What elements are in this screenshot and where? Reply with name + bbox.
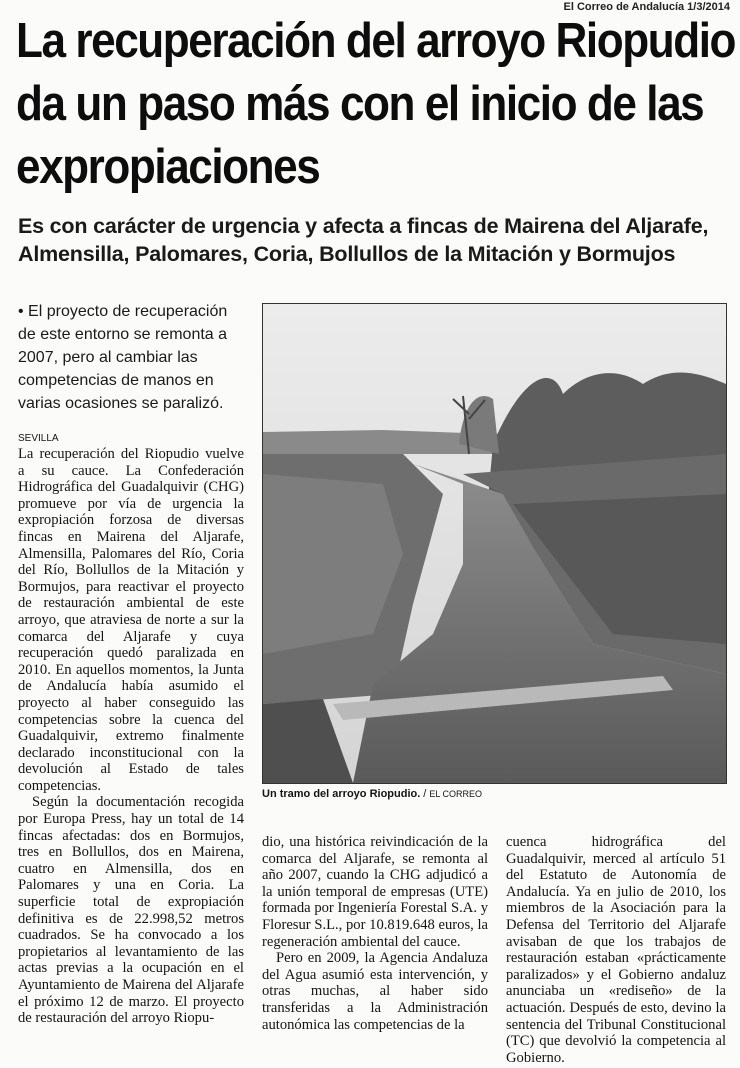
article-column-1: [18, 300, 244, 1027]
river-photo: [262, 303, 727, 784]
dateline: SEVILLA: [18, 433, 59, 444]
photo-caption: [262, 787, 725, 801]
publication-source: El Correo de Andalucía 1/3/2014: [563, 1, 730, 13]
article-paragraph: dio, una histórica reivindicación de la comarca del Aljarafe, se remonta al año 2007, cuando la CHG adjudicó a la unión temporal de empresas (UTE) formada por Ingeniería Forestal S.A. y Floresur S.L., por 10.819.648 euros, la regeneración ambiental del cauce.: [262, 834, 488, 950]
article-paragraph: Pero en 2009, la Agencia Andaluza del Agua asumió esta intervención, y otras muchas, al haber sido transferidas a la Administración autonómica las competencias de la: [262, 950, 488, 1033]
caption-text: Un tramo del arroyo Riopudio.: [262, 788, 421, 800]
caption-separator: /: [423, 788, 427, 800]
pull-quote: • El proyecto de recuperación de este entorno se remonta a 2007, pero al cambiar las competencias de manos en varias ocasiones se paralizó.: [18, 303, 228, 412]
article-column-3: [506, 834, 726, 1066]
photo-illustration: [263, 304, 726, 783]
article-paragraph: Según la documentación recogida por Europa Press, hay un total de 14 fincas afectadas: dos en Bormujos, tres en Bollullos, dos en Mairena, cuatro en Almensilla, dos en Palomares y una en Coria. La superficie total de expropiación definitiva es de 22.998,52 metros cuadrados. Se ha convocado a los propietarios al levantamiento de las actas previas a la ocupación en el Ayuntamiento de Mairena del Aljarafe el próximo 12 de marzo. El proyecto de restauración del arroyo Riopu-: [18, 794, 244, 1027]
article-body-full: [0, 0, 1, 1]
headline: La recuperación del arroyo Riopudio da un paso más con el inicio de las expropiaciones: [16, 14, 736, 194]
article-paragraph: cuenca hidrográfica del Guadalquivir, merced al artículo 51 del Estatuto de Autonomía de Andalucía. Ya en julio de 2010, los miembros de la Asociación para la Defensa del Territorio del Aljarafe avisaban de que los trabajos de restauración estaban «prácticamente paralizados» y el Gobierno andaluz anunciaba un «rediseño» de la actuación. Después de esto, devino la sentencia del Tribunal Constitucional (TC) que devolvió la competencia al Gobierno.: [506, 834, 726, 1066]
photo-credit: EL CORREO: [429, 789, 483, 799]
article-paragraph: La recuperación del Riopudio vuelve a su cauce. La Confederación Hidrográfica del Guadalquivir (CHG) promueve por vía de urgencia la expropiación forzosa de diversas fincas en Mairena del Aljarafe, Almensilla, Palomares del Río, Coria del Río, Bollullos de la Mitación y Bormujos, para reactivar el proyecto de restauración ambiental de este arroyo, que atraviesa de norte a sur la comarca del Aljarafe y cuya recuperación quedó paralizada en 2010. En aquellos momentos, la Junta de Andalucía había asumido el proyecto al haber conseguido las competencias sobre la cuenca del Guadalquivir, extremo finalmente declarado inconstitucional con la devolución al Estado de tales competencias.: [18, 446, 244, 794]
subheadline: Es con carácter de urgencia y afecta a fincas de Mairena del Aljarafe, Almensilla, Palomares, Coria, Bollullos de la Mitación y Bormujos: [18, 214, 709, 266]
article-column-2: [262, 834, 488, 1033]
